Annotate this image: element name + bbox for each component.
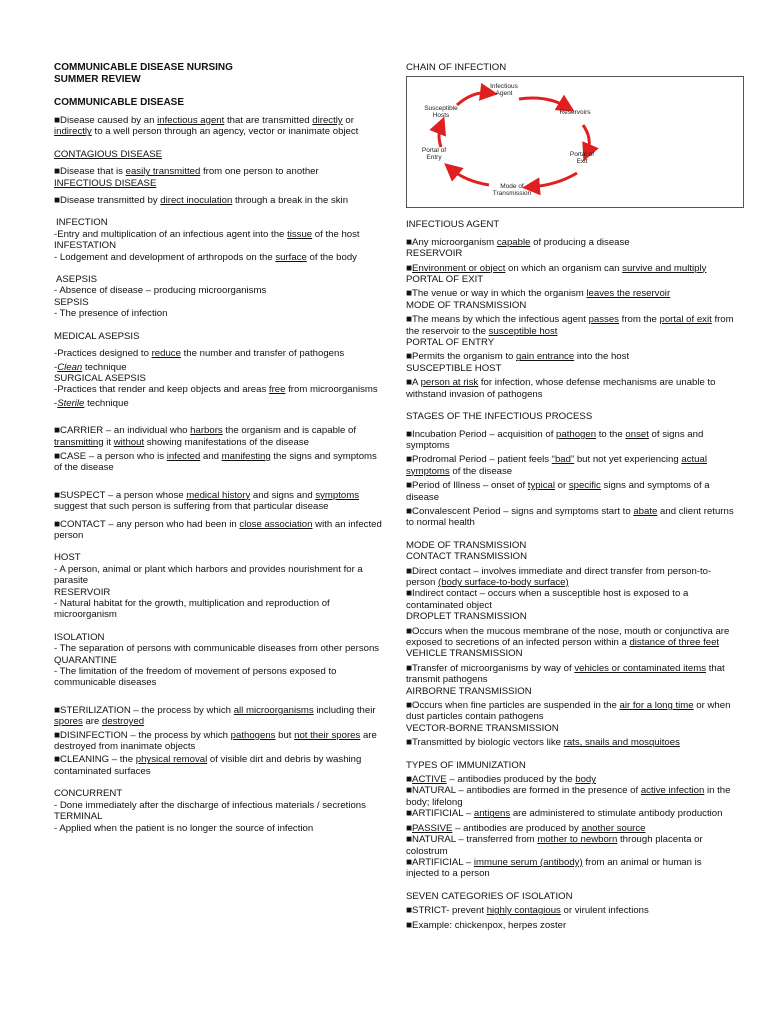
stages-heading: STAGES OF THE INFECTIOUS PROCESS — [406, 411, 593, 423]
artificial-active: ■ ARTIFICIAL – antigens are administered to stimulate antibody production — [406, 808, 736, 819]
sepsis-definition: - The presence of infection — [54, 308, 168, 320]
sterilization-definition: ■ STERILIZATION – the process by which all microorganisms including their spores are destroyed — [54, 705, 384, 728]
mode-definition: ■ The means by which the infectious agent passes from the portal of exit from the reservoir to the susceptible host — [406, 314, 736, 337]
communicable-disease-definition: ■ Disease caused by an infectious agent that are transmitted directly or indirectly to a well person through an agency, vector or inanimate object — [54, 115, 384, 138]
reservoir-definition-right: ■ Environment or object on which an organism can survive and multiply — [406, 263, 736, 274]
doc-subtitle: SUMMER REVIEW — [54, 74, 141, 85]
convalescent-period: ■ Convalescent Period – signs and symptoms start to abate and client returns to normal health — [406, 506, 736, 529]
infection-heading: INFECTION — [56, 217, 108, 229]
immunization-heading: TYPES OF IMMUNIZATION — [406, 759, 526, 771]
passive-immunization: ■ PASSIVE – antibodies are produced by another source — [406, 823, 736, 834]
medical-asepsis-definition: -Practices designed to reduce the number and transfer of pathogens — [54, 348, 345, 360]
strict-example: ■ Example: chickenpox, herpes zoster — [406, 920, 736, 931]
infectious-agent-heading: INFECTIOUS AGENT — [406, 219, 500, 231]
case-definition: ■ CASE – a person who is infected and manifesting the signs and symptoms of the disease — [54, 451, 384, 474]
chain-heading: CHAIN OF INFECTION — [406, 62, 507, 73]
sterile-technique: -Sterile technique — [54, 397, 129, 409]
artificial-passive: ■ ARTIFICIAL – immune serum (antibody) from an animal or human is injected to a person — [406, 857, 736, 880]
isolation-heading: ISOLATION — [54, 631, 105, 643]
surgical-asepsis-heading: SURGICAL ASEPSIS — [54, 372, 146, 384]
droplet-heading: DROPLET TRANSMISSION — [406, 611, 527, 623]
illness-period: ■ Period of Illness – onset of typical or specific signs and symptoms of a disease — [406, 480, 736, 503]
clean-technique: -Clean technique — [54, 361, 127, 373]
reservoir-heading: RESERVOIR — [54, 586, 111, 598]
infectious-agent-definition: ■ Any microorganism capable of producing a disease — [406, 237, 736, 248]
suspect-definition: ■ SUSPECT – a person whose medical history and signs and symptoms suggest that such person is suffering from that particular disease — [54, 490, 384, 513]
infestation-definition: - Lodgement and development of arthropods on the surface of the body — [54, 251, 357, 263]
mode-heading: MODE OF TRANSMISSION — [406, 299, 527, 311]
isolation-definition: - The separation of persons with communicable diseases from other persons — [54, 643, 380, 655]
reservoir-heading-right: RESERVOIR — [406, 248, 463, 260]
quarantine-heading: QUARANTINE — [54, 654, 117, 666]
vehicle-definition: ■ Transfer of microorganisms by way of vehicles or contaminated items that transmit pathogens — [406, 663, 736, 686]
right-column — [406, 62, 736, 931]
airborne-definition: ■ Occurs when fine particles are suspended in the air for a long time or when dust particles contain pathogens — [406, 700, 736, 723]
prodromal-period: ■ Prodromal Period – patient feels “bad” but not yet experiencing actual symptoms of the disease — [406, 454, 736, 477]
surgical-asepsis-definition: -Practices that render and keep objects and areas free from microorganisms — [54, 384, 378, 396]
portal-exit-definition: ■ The venue or way in which the organism leaves the reservoir — [406, 288, 736, 299]
contact-transmission-heading: CONTACT TRANSMISSION — [406, 551, 527, 563]
vector-heading: VECTOR-BORNE TRANSMISSION — [406, 722, 559, 734]
node-portal-of-exit: Portal of Exit — [569, 151, 595, 166]
direct-contact: ■ Direct contact – involves immediate and direct transfer from person-to-person (body surface-to-body surface) — [406, 566, 736, 589]
section-communicable-disease: COMMUNICABLE DISEASE — [54, 97, 185, 108]
arrow-hosts-agent — [457, 93, 489, 105]
strict-isolation: ■ STRICT- prevent highly contagious or virulent infections — [406, 905, 736, 916]
incubation-period: ■ Incubation Period – acquisition of pathogen to the onset of signs and symptoms — [406, 429, 736, 452]
infestation-heading: INFESTATION — [54, 240, 117, 252]
portal-exit-heading: PORTAL OF EXIT — [406, 274, 484, 286]
left-column — [54, 62, 384, 834]
terminal-definition: - Applied when the patient is no longer the source of infection — [54, 822, 314, 834]
node-infectious-agent: Infectious Agent — [490, 83, 518, 98]
asepsis-definition: - Absence of disease – producing microorganisms — [54, 285, 267, 297]
indirect-contact: ■ Indirect contact – occurs when a susceptible host is exposed to a contaminated object — [406, 588, 736, 611]
host-heading: HOST — [54, 552, 81, 564]
vector-definition: ■ Transmitted by biologic vectors like rats, snails and mosquitoes — [406, 737, 736, 748]
portal-entry-heading: PORTAL OF ENTRY — [406, 337, 495, 349]
carrier-definition: ■ CARRIER – an individual who harbors the organism and is capable of transmitting it without showing manifestations of the disease — [54, 425, 384, 448]
arrow-mode-entry — [451, 169, 489, 185]
contagious-definition: ■ Disease that is easily transmitted from one person to another — [54, 166, 384, 177]
infectious-heading: INFECTIOUS DISEASE — [54, 177, 157, 189]
sepsis-heading: SEPSIS — [54, 296, 89, 308]
host-definition: - A person, animal or plant which harbors and provides nourishment for a parasite — [54, 563, 363, 587]
infectious-definition: ■ Disease transmitted by direct inoculation through a break in the skin — [54, 195, 384, 206]
concurrent-definition: - Done immediately after the discharge of infectious materials / secretions — [54, 799, 366, 811]
arrow-exit-mode — [531, 173, 577, 187]
contagious-heading: CONTAGIOUS DISEASE — [54, 148, 163, 160]
arrow-entry-hosts — [439, 125, 441, 147]
chain-of-infection-diagram — [406, 76, 744, 208]
disinfection-definition: ■ DISINFECTION – the process by which pathogens but not their spores are destroyed from inanimate objects — [54, 730, 384, 753]
doc-title: COMMUNICABLE DISEASE NURSING — [54, 62, 233, 73]
arrow-reservoirs-exit — [583, 125, 589, 153]
susceptible-host-definition: ■ A person at risk for infection, whose defense mechanisms are unable to withstand invasion of pathogens — [406, 377, 736, 400]
active-immunization: ■ ACTIVE – antibodies produced by the body — [406, 774, 736, 785]
concurrent-heading: CONCURRENT — [54, 788, 123, 800]
asepsis-heading: ASEPSIS — [56, 274, 98, 286]
chain-arrows — [407, 77, 743, 207]
node-portal-of-entry: Portal of Entry — [421, 147, 447, 162]
susceptible-host-heading: SUSCEPTIBLE HOST — [406, 362, 502, 374]
isolation-categories-heading: SEVEN CATEGORIES OF ISOLATION — [406, 890, 573, 902]
terminal-heading: TERMINAL — [54, 811, 103, 823]
arrow-agent-reservoirs — [519, 98, 567, 107]
natural-passive: ■ NATURAL – transferred from mother to newborn through placenta or colostrum — [406, 834, 736, 857]
medical-asepsis-heading: MEDICAL ASEPSIS — [54, 330, 140, 342]
quarantine-definition: - The limitation of the freedom of movement of persons exposed to communicable diseases — [54, 666, 337, 689]
transmission-heading: MODE OF TRANSMISSION — [406, 539, 527, 551]
vehicle-heading: VEHICLE TRANSMISSION — [406, 648, 523, 660]
reservoir-definition: - Natural habitat for the growth, multiplication and reproduction of microorganism — [54, 598, 330, 621]
airborne-heading: AIRBORNE TRANSMISSION — [406, 685, 532, 697]
contact-definition: ■ CONTACT – any person who had been in close association with an infected person — [54, 519, 384, 542]
cleaning-definition: ■ CLEANING – the physical removal of visible dirt and debris by washing contaminated surfaces — [54, 754, 384, 777]
portal-entry-definition: ■ Permits the organism to gain entrance into the host — [406, 351, 736, 362]
node-susceptible-hosts: Susceptible Hosts — [424, 105, 458, 120]
droplet-definition: ■ Occurs when the mucous membrane of the nose, mouth or conjunctiva are exposed to secretions of an infected person within a distance of three feet — [406, 626, 736, 649]
node-mode-of-transmission: Mode of Transmission — [492, 183, 532, 198]
node-reservoirs: Reservoirs — [559, 109, 591, 117]
natural-active: ■ NATURAL – antibodies are formed in the presence of active infection in the body; lifelong — [406, 785, 736, 808]
infection-definition: -Entry and multiplication of an infectious agent into the tissue of the host — [54, 228, 360, 240]
